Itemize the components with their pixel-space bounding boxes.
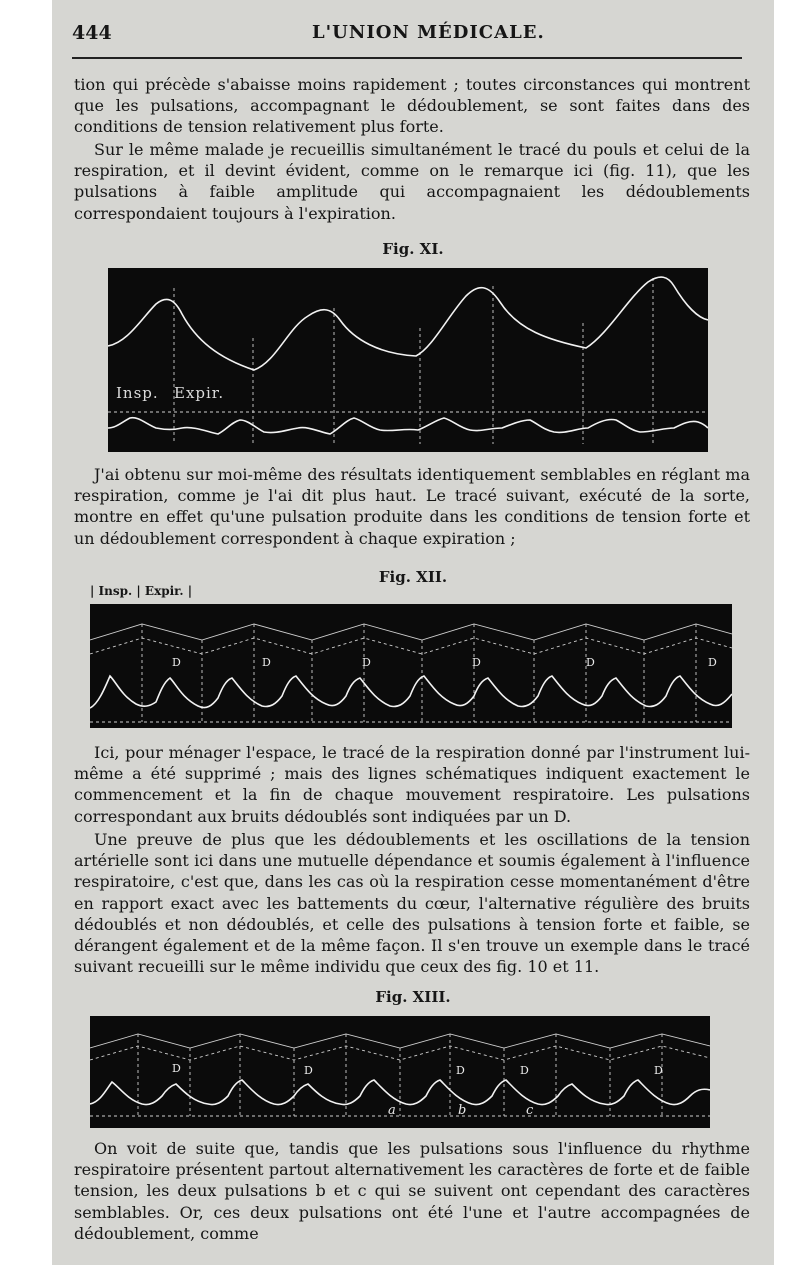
fig12-d-marker: D — [262, 656, 271, 669]
paragraph-1: tion qui précède s'abaisse moins rapidement ; toutes circonstances qui montrent que les pulsations, accompagnant le dédoublement, se sont faites dans des conditions de tension relativement plus forte. — [74, 75, 750, 137]
fig13-caption: Fig. XIII. — [375, 988, 451, 1006]
fig13-tracing — [90, 1016, 710, 1128]
page-header — [72, 20, 742, 50]
fig12-tracing — [90, 604, 732, 728]
fig11-respiration-trace — [108, 277, 708, 370]
paragraph-2: Sur le même malade je recueillis simultanément le tracé du pouls et celui de la respiration, et il devint évident, comme on le remarque ici (fig. 11), que les pulsations à faible amplitude qui accompagnaient les dédoublements correspondaient toujours à l'expiration. — [74, 140, 750, 223]
fig13-d-marker: D — [456, 1064, 465, 1077]
fig11-insp-label: Insp. — [116, 384, 159, 402]
fig12-d-marker: D — [472, 656, 481, 669]
paragraph-6: On voit de suite que, tandis que les pulsations sous l'influence du rhythme respiratoire présentent partout alternativement les caractères de forte et de faible tension, les deux pulsations b et c qui se suivent ont cependant des caractères semblables. Or, ces deux pulsations ont été l'une et l'autre accompagnées de dédoublement, comme — [74, 1139, 750, 1243]
fig13-d-marker: D — [172, 1062, 181, 1075]
fig12-markers — [142, 624, 696, 722]
fig13-d-marker: D — [654, 1064, 663, 1077]
fig12-caption: Fig. XII. — [378, 568, 448, 586]
fig12-respiration-lines-lower — [90, 638, 732, 654]
fig12-d-marker: D — [362, 656, 371, 669]
paragraph-5: Une preuve de plus que les dédoublements et les oscillations de la tension artérielle sont ici dans une mutuelle dépendance et soumis également à l'influence respiratoire, c'est que, dans les cas où la respiration cesse momentanément d'être en rapport exact avec les battements du cœur, l'alternative régulière des bruits dédoublés et non dédoublés, et celle des pulsations à tension forte et faible, se dérangent également et de la même façon. Il s'en trouve un exemple dans le tracé suivant recueilli sur le même individu que ceux des fig. 10 et 11. — [74, 830, 750, 977]
fig13-d-marker: D — [520, 1064, 529, 1077]
fig11-pulse-trace — [108, 418, 708, 434]
paragraph-3: J'ai obtenu sur moi-même des résultats identiquement semblables en réglant ma respiration, comme je l'ai dit plus haut. Le tracé suivant, exécuté de la sorte, montre en effet qu'une pulsation produite dans les conditions de tension forte et un dédoublement correspondent à chaque expiration ; — [74, 465, 750, 548]
fig11-expir-label: Expir. — [174, 384, 225, 402]
fig13-letter-b: b — [458, 1103, 467, 1118]
fig13-plate — [90, 1016, 710, 1128]
page-number: 444 — [72, 22, 112, 44]
fig12-d-marker: D — [172, 656, 181, 669]
fig12-pulse-trace — [90, 676, 732, 708]
paragraph-4: Ici, pour ménager l'espace, le tracé de la respiration donné par l'instrument lui-même a été supprimé ; mais des lignes schématiques indiquent exactement le commencement et la fin de chaque mouvement respiratoire. Les pulsations correspondant aux bruits dédoublés sont indiquées par un D. — [74, 743, 750, 826]
fig11-tracing — [108, 268, 708, 452]
fig11-caption: Fig. XI. — [382, 240, 444, 258]
fig13-letter-a: a — [388, 1103, 396, 1118]
fig12-d-marker: D — [586, 656, 595, 669]
fig12-respiration-lines — [90, 624, 732, 640]
header-rule — [72, 57, 742, 59]
fig11-plate — [108, 268, 708, 452]
running-head: L'UNION MÉDICALE. — [312, 22, 545, 43]
fig12-d-marker: D — [708, 656, 717, 669]
fig13-d-marker: D — [304, 1064, 313, 1077]
fig13-respiration-lines — [90, 1034, 710, 1048]
fig13-letter-c: c — [526, 1103, 534, 1118]
journal-page — [52, 0, 774, 1265]
fig12-legend: | Insp. | Expir. | — [90, 584, 193, 598]
fig12-plate — [90, 604, 732, 728]
